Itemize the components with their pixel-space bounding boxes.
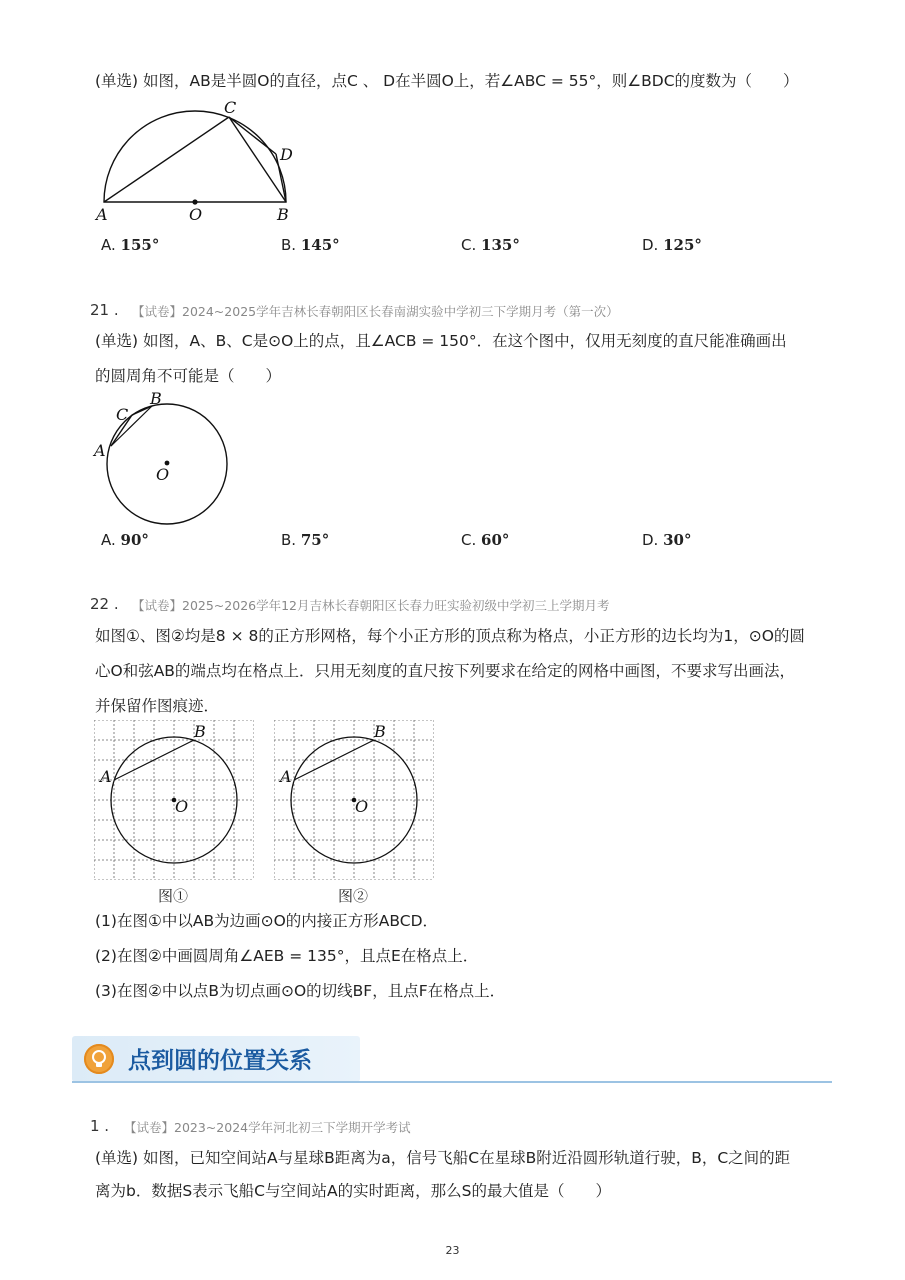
q20-semicircle-figure <box>90 96 310 226</box>
q1-number: 1 . <box>90 1117 110 1135</box>
q22-fig2-caption: 图② <box>338 887 369 905</box>
q22-number: 22 . <box>90 595 119 613</box>
q22-stem-line1: 如图①、图②均是8 × 8的正方形网格，每个小正方形的顶点称为格点，小正方形的边长均为1，⊙O的圆 <box>95 627 805 645</box>
q22-part-2: (2)在图②中画圆周角∠AEB = 135°，且点E在格点上． <box>95 947 479 965</box>
q22-fig1-label-o: O <box>175 797 189 816</box>
q22-stem-line2: 心O和弦AB的端点均在格点上．只用无刻度的直尺按下列要求在给定的网格中画图，不要求写出画法， <box>95 662 795 680</box>
q20-label-b: B <box>277 205 289 224</box>
q21-circle-figure <box>90 388 250 528</box>
q21-stem-line2: 的圆周角不可能是（ ） <box>95 367 282 385</box>
q22-part-3: (3)在图②中以点B为切点画⊙O的切线BF，且点F在格点上． <box>95 982 506 1000</box>
q21-label-a: A <box>94 441 106 460</box>
q22-fig2-label-a: A <box>280 767 292 786</box>
q22-grid-figure-1 <box>94 720 254 880</box>
q21-option-d[interactable]: D. 30° <box>642 531 692 549</box>
q20-option-a[interactable]: A. 155° <box>101 236 160 254</box>
q22-fig2-label-b: B <box>374 722 386 741</box>
q20-option-b[interactable]: B. 145° <box>281 236 340 254</box>
q22-fig2-label-o: O <box>355 797 369 816</box>
q21-source: 【试卷】2024~2025学年吉林长春朝阳区长春南湖实验中学初三下学期月考（第一次） <box>132 304 619 319</box>
q21-label-b: B <box>150 389 162 408</box>
q22-source: 【试卷】2025~2026学年12月吉林长春朝阳区长春力旺实验初级中学初三上学期月考 <box>132 598 610 613</box>
q22-fig1-label-b: B <box>194 722 206 741</box>
q20-stem: (单选) 如图，AB是半圆O的直径，点C 、 D在半圆O上，若∠ABC = 55°，则∠BDC的度数为（ ） <box>95 72 799 90</box>
q20-label-o: O <box>189 205 203 224</box>
q20-label-d: D <box>280 145 293 164</box>
q22-fig1-label-a: A <box>100 767 112 786</box>
q21-option-b[interactable]: B. 75° <box>281 531 330 549</box>
q20-label-c: C <box>224 98 237 117</box>
section-title: 点到圆的位置关系 <box>128 1048 312 1074</box>
q20-label-a: A <box>96 205 108 224</box>
q1-source: 【试卷】2023~2024学年河北初三下学期开学考试 <box>124 1120 411 1135</box>
q21-option-c[interactable]: C. 60° <box>461 531 510 549</box>
q21-label-o: O <box>156 465 170 484</box>
section-divider <box>72 1081 832 1083</box>
q21-stem-line1: (单选) 如图，A、B、C是⊙O上的点，且∠ACB = 150°．在这个图中，仅用无刻度的直尺能准确画出 <box>95 332 787 350</box>
q22-stem-line3: 并保留作图痕迹． <box>95 697 220 715</box>
q21-option-a[interactable]: A. 90° <box>101 531 149 549</box>
page-number: 23 <box>445 1244 460 1257</box>
q21-label-c: C <box>116 405 129 424</box>
q22-part-1: (1)在图①中以AB为边画⊙O的内接正方形ABCD． <box>95 912 438 930</box>
q20-option-d[interactable]: D. 125° <box>642 236 702 254</box>
lightbulb-icon <box>84 1044 114 1074</box>
q20-option-c[interactable]: C. 135° <box>461 236 520 254</box>
q21-number: 21 . <box>90 301 119 319</box>
q22-fig1-caption: 图① <box>158 887 189 905</box>
q1-stem-line2: 离为b．数据S表示飞船C与空间站A的实时距离，那么S的最大值是（ ） <box>95 1182 611 1200</box>
q22-grid-figure-2 <box>274 720 434 880</box>
q1-stem-line1: (单选) 如图，已知空间站A与星球B距离为a，信号飞船C在星球B附近沿圆形轨道行驶，B，C之间的距 <box>95 1149 791 1167</box>
